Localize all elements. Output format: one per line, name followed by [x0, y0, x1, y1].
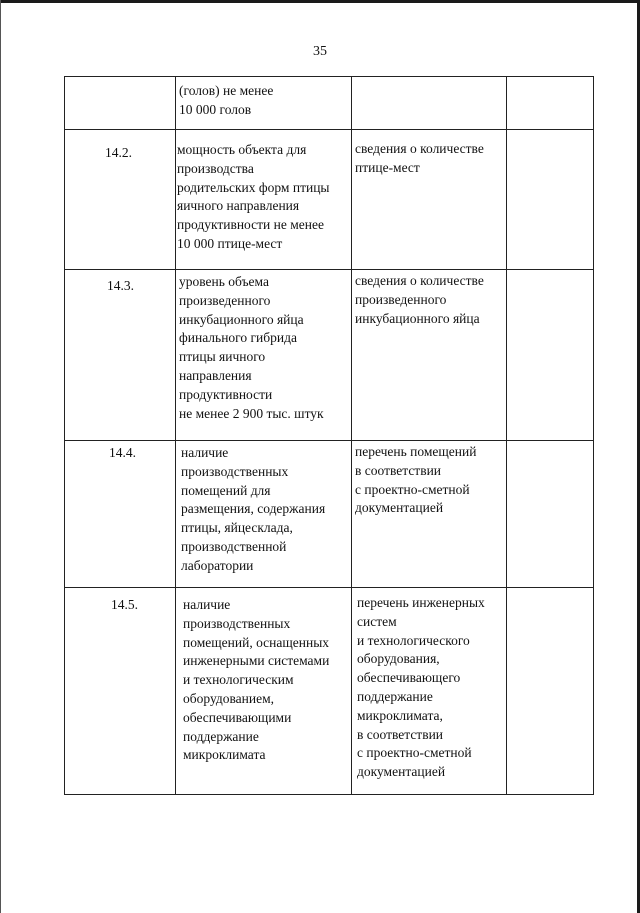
requirements-table	[64, 76, 594, 795]
row-divider	[65, 587, 593, 588]
column-divider	[506, 77, 507, 794]
table-cell-requirement: уровень объема произведенного инкубационного яйца финального гибрида птицы яичного направления продуктивности не менее 2 900 тыс. штук	[179, 274, 324, 421]
scan-edge-left	[0, 0, 1, 913]
table-cell-number: 14.5.	[111, 597, 138, 612]
table-cell-document: сведения о количестве произведенного инкубационного яйца	[355, 273, 484, 326]
table-cell-requirement: мощность объекта для производства родительских форм птицы яичного направления продуктивности не менее 10 000 птице-мест	[177, 142, 330, 251]
table-cell-number: 14.4.	[109, 445, 136, 460]
row-divider	[65, 129, 593, 130]
page-number: 35	[313, 44, 327, 59]
scan-edge-top	[0, 0, 640, 3]
table-cell-requirement: (голов) не менее 10 000 голов	[179, 83, 274, 117]
row-divider	[65, 440, 593, 441]
row-divider	[65, 269, 593, 270]
column-divider	[351, 77, 352, 794]
table-cell-number: 14.2.	[105, 145, 132, 160]
table-cell-document: перечень инженерных систем и технологического оборудования, обеспечивающего поддержание микроклимата, в соответствии с проектно-сметной документацией	[357, 595, 485, 780]
table-cell-document: сведения о количестве птице-мест	[355, 141, 484, 175]
table-cell-document: перечень помещений в соответствии с проектно-сметной документацией	[355, 444, 477, 516]
table-cell-number: 14.3.	[107, 278, 134, 293]
column-divider	[175, 77, 176, 794]
table-cell-requirement: наличие производственных помещений, оснащенных инженерными системами и технологическим оборудованием, обеспечивающими поддержание микроклимата	[183, 597, 330, 763]
table-cell-requirement: наличие производственных помещений для размещения, содержания птицы, яйцесклада, производственной лаборатории	[181, 445, 326, 573]
